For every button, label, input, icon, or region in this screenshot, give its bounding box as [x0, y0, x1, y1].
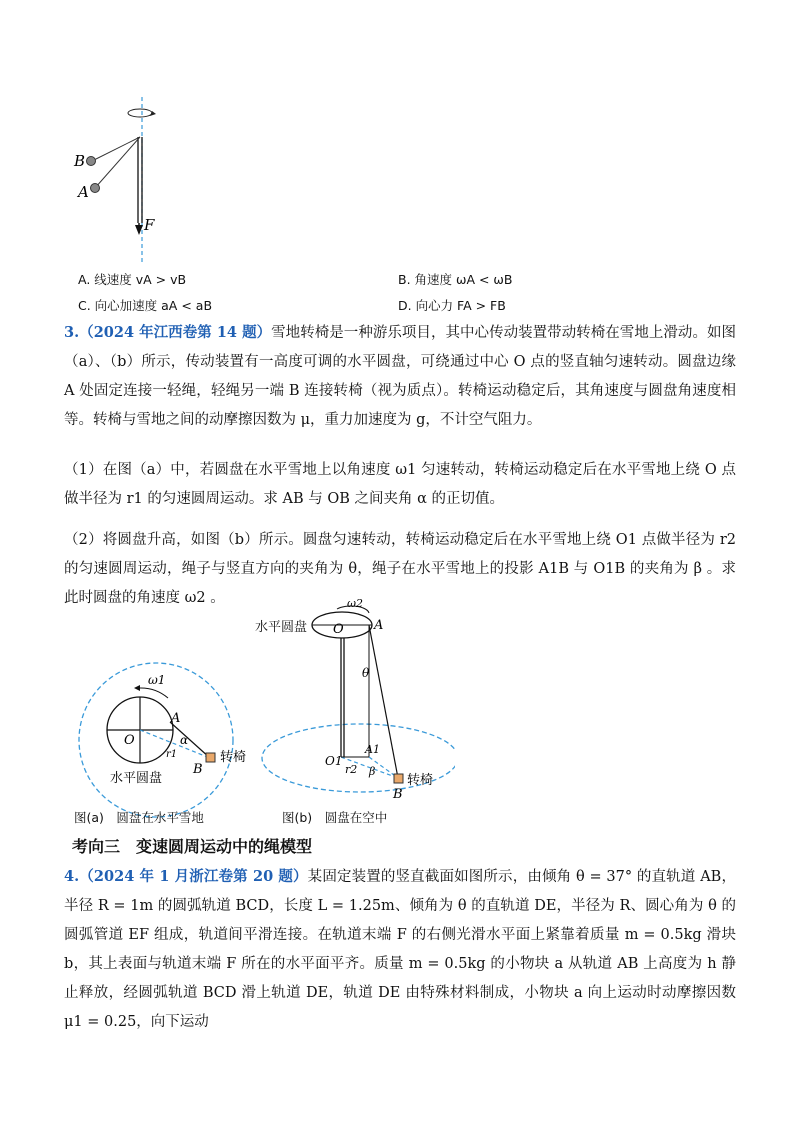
- svg-text:A1: A1: [365, 743, 380, 756]
- figure-a-disk-on-snow: [70, 660, 270, 830]
- question-4-text: 4.（2024 年 1 月浙江卷第 20 题）某固定装置的竖直截面如图所示，由倾角 θ = 37° 的直轨道 AB，半径 R = 1m 的圆弧轨道 BCD，长度 L = 1.25m、倾角为 θ 的直轨道 DE，半径为 R、圆心角为 θ 的圆弧管道 EF 组成，轨道间平滑连接。在轨道末端 F 的右侧光滑水平面上紧靠着质量 m = 0.5kg 滑块 b，其上表面与轨道末端 F 所在的水平面平齐。质量 m = 0.5kg 的小物块 a 从轨道 AB 上高度为 h 静止释放，经圆弧轨道 BCD 滑上轨道 DE，轨道 DE 由特殊材料制成，小物块 a 向上运动时动摩擦因数 μ1 = 0.25，向下运动: [64, 868, 736, 1030]
- svg-text:O1: O1: [325, 754, 343, 768]
- svg-text:β: β: [369, 765, 376, 778]
- label-f: F: [144, 216, 155, 234]
- svg-text:α: α: [180, 733, 189, 747]
- svg-text:A: A: [374, 618, 384, 633]
- question-4-number: 4.（2024 年 1 月浙江卷第 20 题）: [64, 868, 308, 885]
- chair: [206, 753, 215, 762]
- option-c: C. 向心加速度 aA < aB: [78, 298, 213, 313]
- rotation-arrow: [128, 109, 152, 117]
- figure-rotating-rod: [70, 95, 180, 265]
- svg-text:B: B: [193, 762, 203, 777]
- question-3-number: 3.（2024 年江西卷第 14 题）: [64, 324, 272, 341]
- question-3-stem: 3.（2024 年江西卷第 14 题）雪地转椅是一种游乐项目，其中心传动装置带动转椅在雪地上滑动。如图（a）、（b）所示，传动装置有一高度可调的水平圆盘，可绕通过中心 O 点的竖直轴匀速转动。圆盘边缘 A 处固定连接一轻绳，轻绳另一端 B 连接转椅（视为质点）。转椅运动稳定后，其角速度与圆盘角速度相等。转椅与雪地之间的动摩擦因数为 μ，重力加速度为 g，不计空气阻力。: [64, 324, 736, 428]
- svg-text:r1: r1: [166, 749, 178, 760]
- section-title: 考向三 变速圆周运动中的绳模型: [72, 837, 313, 856]
- chair-b: [394, 774, 403, 783]
- svg-text:O: O: [124, 733, 135, 748]
- svg-text:θ: θ: [362, 666, 370, 680]
- svg-text:转椅: 转椅: [220, 750, 247, 765]
- ball-a: [91, 184, 100, 193]
- svg-text:ω2: ω2: [347, 597, 363, 610]
- svg-text:转椅: 转椅: [407, 773, 434, 788]
- question-3-part-2: （2）将圆盘升高，如图（b）所示。圆盘匀速转动，转椅运动稳定后在水平雪地上绕 O1 点做半径为 r2 的匀速圆周运动，绳子与竖直方向的夹角为 θ，绳子在水平雪地上的投影 A1B 与 O1B 的夹角为 β 。求此时圆盘的角速度 ω2 。: [64, 532, 736, 606]
- figure-a-caption: 图(a) 圆盘在水平雪地: [74, 810, 204, 825]
- figure-b-caption: 图(b) 圆盘在空中: [282, 810, 388, 825]
- label-b: B: [74, 152, 86, 170]
- label-a: A: [78, 183, 89, 201]
- figure-b-disk-label: 水平圆盘: [255, 620, 308, 635]
- svg-text:ω1: ω1: [148, 673, 166, 687]
- svg-text:水平圆盘: 水平圆盘: [110, 771, 163, 786]
- svg-text:B: B: [393, 787, 403, 802]
- ball-b: [87, 157, 96, 166]
- question-3-part-1: （1）在图（a）中，若圆盘在水平雪地上以角速度 ω1 匀速转动，转椅运动稳定后在水平雪地上绕 O 点做半径为 r1 的匀速圆周运动。求 AB 与 OB 之间夹角 α 的正切值。: [64, 462, 736, 507]
- svg-text:O: O: [333, 622, 344, 637]
- option-b: B. 角速度 ωA < ωB: [398, 272, 513, 287]
- svg-text:r2: r2: [345, 763, 358, 776]
- option-a: A. 线速度 vA > vB: [78, 272, 187, 287]
- svg-text:A: A: [171, 711, 181, 726]
- option-d: D. 向心力 FA > FB: [398, 298, 506, 313]
